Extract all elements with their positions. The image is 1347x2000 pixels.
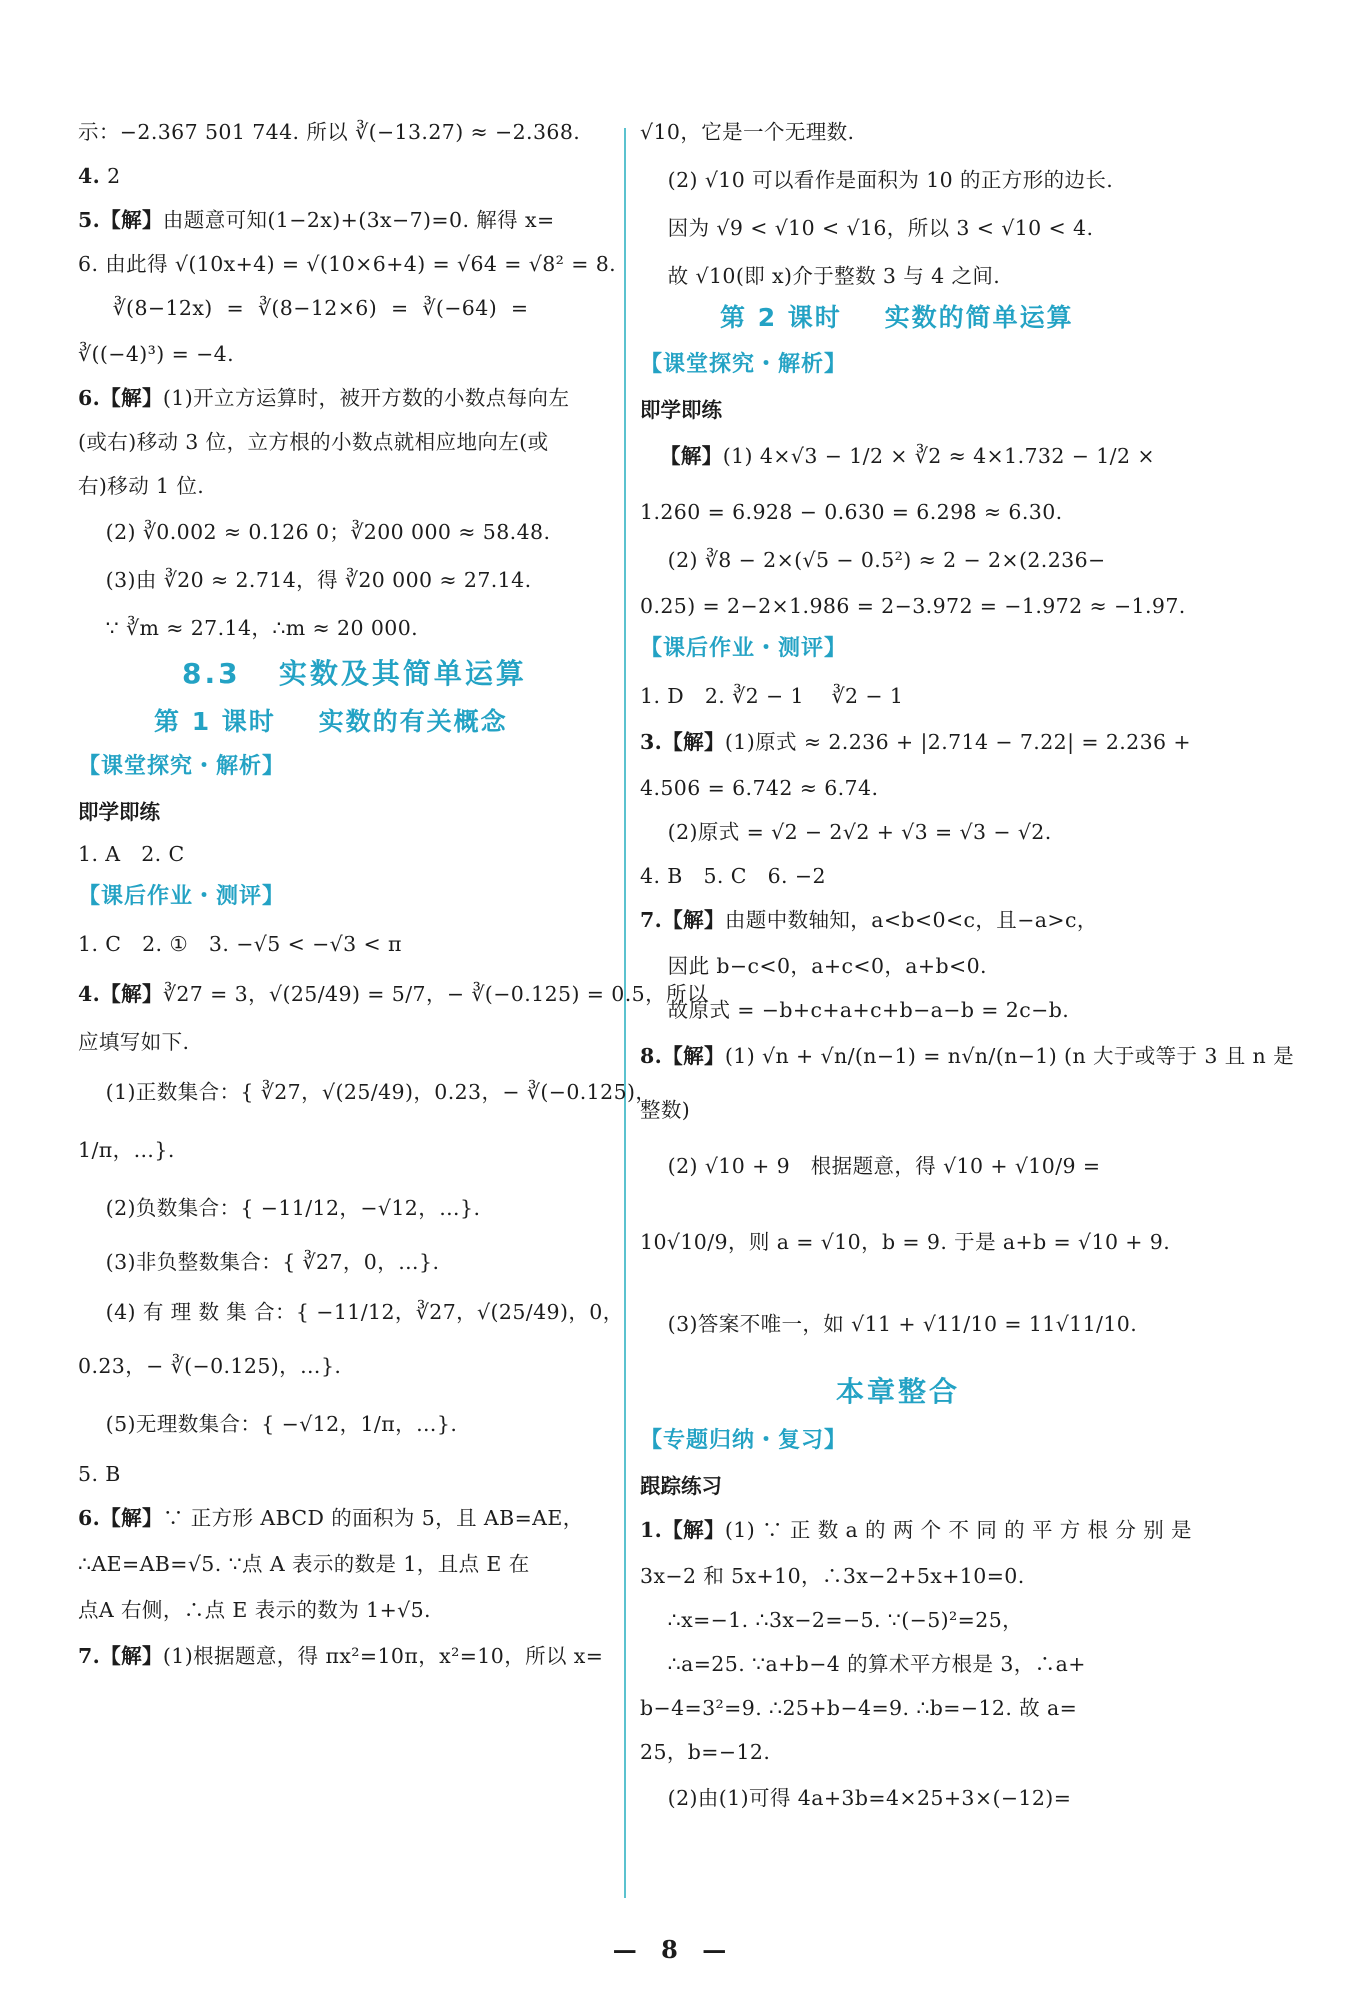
text-line: 【解】(1) 4×√3 − 1/2 × ∛2 ≈ 4×1.732 − 1/2 ×	[660, 444, 1155, 468]
answer-line: 1. C 2. ① 3. −√5 < −√3 < π	[78, 932, 402, 956]
text-line: (3)非负整数集合：{ ∛27，0，…}.	[78, 1250, 440, 1274]
text-line: 8.【解】(1) √n + √n/(n−1) = n√n/(n−1) (n 大于或等于 3 且 n 是	[640, 1044, 1294, 1068]
text-line: 0.25) = 2−2×1.986 = 2−3.972 = −1.972 ≈ −1.97.	[640, 594, 1186, 618]
text-line: (1)正数集合：{ ∛27，√(25/49)，0.23，− ∛(−0.125)，	[78, 1080, 657, 1104]
text-line: 6.【解】∵ 正方形 ABCD 的面积为 5，且 AB=AE，	[78, 1506, 584, 1530]
page-number: — 8 —	[612, 1935, 735, 1964]
text-line: 6.【解】(1)开立方运算时，被开方数的小数点每向左	[78, 386, 570, 410]
text-line: (2) √10 可以看作是面积为 10 的正方形的边长.	[640, 168, 1114, 192]
text-line: 7.【解】(1)根据题意，得 πx²=10π，x²=10，所以 x=	[78, 1644, 604, 1668]
text-line: 4.【解】∛27 = 3，√(25/49) = 5/7，− ∛(−0.125) = 0.5，所以	[78, 982, 708, 1006]
text-line: 10√10/9，则 a = √10，b = 9. 于是 a+b = √10 + 9.	[640, 1230, 1171, 1254]
text-line: ∴a=25. ∵a+b−4 的算术平方根是 3，∴a+	[640, 1652, 1086, 1676]
text-line: 3.【解】(1)原式 ≈ 2.236 + |2.714 − 7.22| = 2.236 +	[640, 730, 1191, 754]
text-line: ∛(8−12x) = ∛(8−12×6) = ∛(−64) =	[78, 296, 529, 320]
text-line: (或右)移动 3 位，立方根的小数点就相应地向左(或	[78, 430, 549, 454]
text-line: 7.【解】由题中数轴知，a<b<0<c，且−a>c，	[640, 908, 1098, 932]
text-line: (2)原式 = √2 − 2√2 + √3 = √3 − √2.	[640, 820, 1052, 844]
text-line: 6. 由此得 √(10x+4) = √(10×6+4) = √64 = √8² = 8.	[78, 252, 617, 276]
text-line: (2) ∛8 − 2×(√5 − 0.5²) ≈ 2 − 2×(2.236−	[640, 548, 1106, 572]
text-line: 故原式 = −b+c+a+c+b−a−b = 2c−b.	[640, 998, 1070, 1022]
text-line: ∴AE=AB=√5. ∵点 A 表示的数是 1，且点 E 在	[78, 1552, 530, 1576]
subsection-header: 即学即练	[640, 398, 722, 422]
text-line: ∴x=−1. ∴3x−2=−5. ∵(−5)²=25，	[640, 1608, 1024, 1632]
text-line: 应填写如下.	[78, 1030, 190, 1054]
text-line: (3)由 ∛20 ≈ 2.714，得 ∛20 000 ≈ 27.14.	[78, 568, 532, 592]
text-line: (2)由(1)可得 4a+3b=4×25+3×(−12)=	[640, 1786, 1072, 1810]
answer-line: 4. B 5. C 6. −2	[640, 864, 826, 888]
subsection-header: 即学即练	[78, 800, 160, 824]
text-line: (5)无理数集合：{ −√12，1/π，…}.	[78, 1412, 458, 1436]
text-line: 1/π，…}.	[78, 1138, 175, 1162]
text-line: (3)答案不唯一，如 √11 + √11/10 = 11√11/10.	[640, 1312, 1138, 1336]
text-line: 因为 √9 < √10 < √16，所以 3 < √10 < 4.	[640, 216, 1094, 240]
text-line: ∛((−4)³) = −4.	[78, 342, 235, 366]
lesson-title: 第 2 课时 实数的简单运算	[720, 303, 1074, 332]
text-line: 1.260 = 6.928 − 0.630 = 6.298 ≈ 6.30.	[640, 500, 1063, 524]
text-line: (4) 有 理 数 集 合：{ −11/12，∛27，√(25/49)，0，	[78, 1300, 624, 1324]
section-title: 8.3 实数及其简单运算	[182, 657, 527, 690]
text-line: 0.23，− ∛(−0.125)，…}.	[78, 1354, 342, 1378]
lesson-title: 第 1 课时 实数的有关概念	[154, 707, 508, 736]
text-line: b−4=3²=9. ∴25+b−4=9. ∴b=−12. 故 a=	[640, 1696, 1078, 1720]
section-header: 【课堂探究・解析】	[640, 352, 848, 377]
text-line: 3x−2 和 5x+10，∴3x−2+5x+10=0.	[640, 1564, 1025, 1588]
column-divider	[624, 128, 626, 1898]
section-header: 【课后作业・测评】	[78, 884, 286, 909]
text-line: 5.【解】由题意可知(1−2x)+(3x−7)=0. 解得 x=	[78, 208, 555, 232]
subsection-header: 跟踪练习	[640, 1474, 722, 1498]
text-line: (2) ∛0.002 ≈ 0.126 0；∛200 000 ≈ 58.48.	[78, 520, 551, 544]
chapter-summary-title: 本章整合	[836, 1375, 961, 1408]
section-header: 【专题归纳・复习】	[640, 1428, 848, 1453]
text-line: 示：−2.367 501 744. 所以 ∛(−13.27) ≈ −2.368.	[78, 120, 581, 144]
text-line: ∵ ∛m ≈ 27.14，∴m ≈ 20 000.	[78, 616, 419, 640]
text-line: 因此 b−c<0，a+c<0，a+b<0.	[640, 954, 987, 978]
section-header: 【课后作业・测评】	[640, 636, 848, 661]
text-line: (2)负数集合：{ −11/12，−√12，…}.	[78, 1196, 481, 1220]
text-line: 故 √10(即 x)介于整数 3 与 4 之间.	[640, 264, 1001, 288]
text-line: 整数)	[640, 1098, 691, 1122]
text-line: √10，它是一个无理数.	[640, 120, 855, 144]
answer-line: 1. D 2. ∛2 − 1 ∛2 − 1	[640, 684, 904, 708]
answer-line: 1. A 2. C	[78, 842, 185, 866]
text-line: 1.【解】(1) ∵ 正 数 a 的 两 个 不 同 的 平 方 根 分 别 是	[640, 1518, 1192, 1542]
text-line: 右)移动 1 位.	[78, 474, 205, 498]
text-line: 25，b=−12.	[640, 1740, 771, 1764]
section-header: 【课堂探究・解析】	[78, 754, 286, 779]
text-line: (2) √10 + 9 根据题意，得 √10 + √10/9 =	[640, 1154, 1101, 1178]
answer-line: 5. B	[78, 1462, 121, 1486]
text-line: 4.506 = 6.742 ≈ 6.74.	[640, 776, 879, 800]
text-line: 4. 2	[78, 164, 121, 188]
text-line: 点A 右侧，∴点 E 表示的数为 1+√5.	[78, 1598, 431, 1622]
